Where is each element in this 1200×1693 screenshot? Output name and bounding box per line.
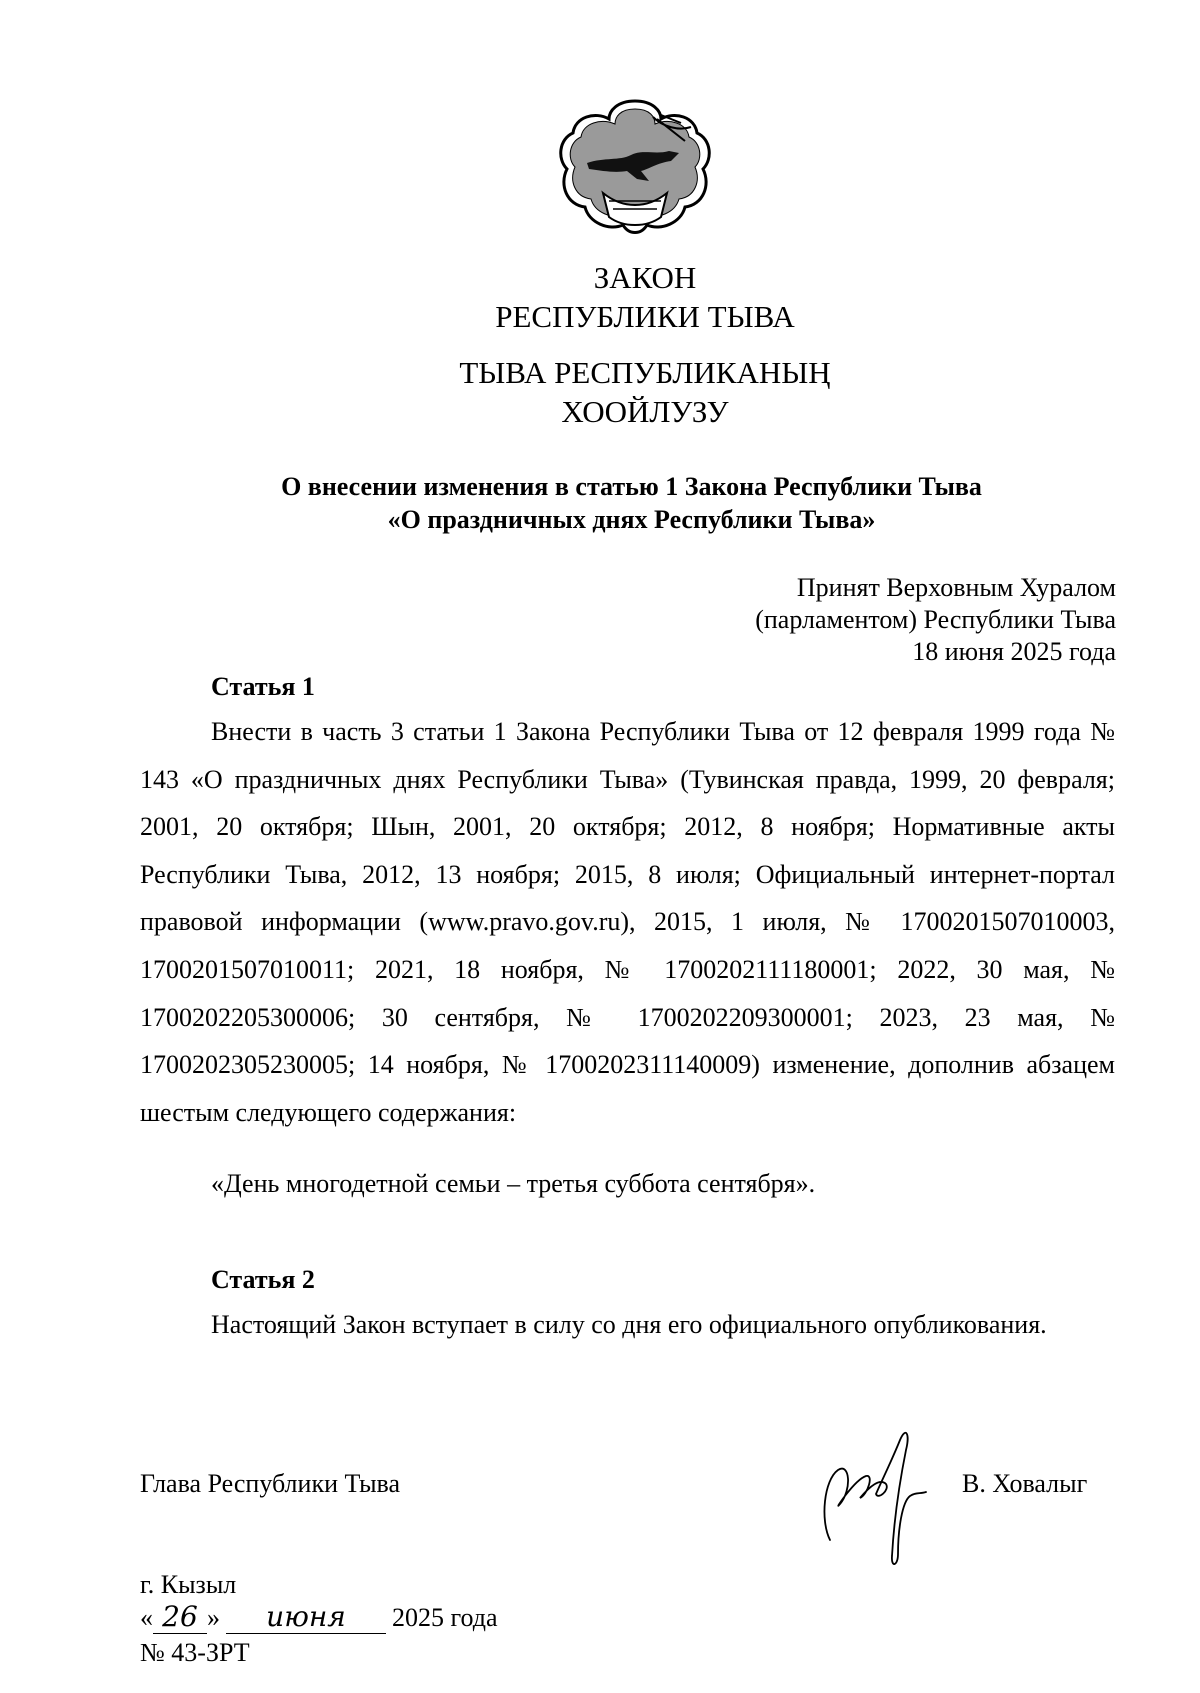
handwritten-day: 26	[153, 1601, 207, 1634]
article-1-heading: Статья 1	[211, 672, 315, 701]
law-title-tyv-line2: ХООЙЛУЗУ	[561, 394, 729, 429]
law-number: № 43-ЗРТ	[140, 1638, 250, 1667]
handwritten-month: июня	[226, 1601, 386, 1634]
law-title-ru-line2: РЕСПУБЛИКИ ТЫВА	[495, 299, 795, 334]
coat-of-arms-emblem	[557, 97, 713, 237]
article-2-text: Настоящий Закон вступает в силу со дня его официального опубликования.	[211, 1310, 1047, 1339]
article-1-text: Внести в часть 3 статьи 1 Закона Республики Тыва от 12 февраля 1999 года № 143 «О праздничных днях Республики Тыва» (Тувинская правда, 1999, 20 февраля; 2001, 20 октября; Шын, 2001, 20 октября; 2012, 8 ноября; Нормативные акты Республики Тыва, 2012, 13 ноября; 2015, 8 июля; Официальный интернет-портал правовой информации (www.pravo.gov.ru), 2015, 1 июля, № 1700201507010003, 1700201507010011; 2021, 18 ноября, № 1700202111180001; 2022, 30 мая, № 1700202205300006; 30 сентября, № 1700202209300001; 2023, 23 мая, № 1700202305230005; 14 ноября, № 1700202311140009) изменение, дополнив абзацем шестым следующего содержания:	[140, 717, 1115, 1127]
adoption-date: 18 июня 2025 года	[912, 637, 1116, 666]
signing-date	[140, 1601, 498, 1634]
law-title-russian	[0, 258, 1200, 336]
article-1-quote: «День многодетной семьи – третья суббота сентября».	[211, 1169, 816, 1198]
law-title-tyv-line1: ТЫВА РЕСПУБЛИКАНЫҢ	[459, 355, 831, 390]
signing-city: г. Кызыл	[140, 1570, 237, 1599]
adoption-note-line1: Принят Верховным Хуралом	[796, 573, 1116, 602]
adoption-note	[755, 572, 1116, 668]
law-subject	[0, 470, 1200, 536]
law-title-tuvan	[0, 353, 1200, 431]
adoption-note-line2: (парламентом) Республики Тыва	[755, 605, 1116, 634]
quote-open: «	[140, 1603, 153, 1632]
quote-close: »	[207, 1603, 220, 1632]
law-title-ru-line1: ЗАКОН	[593, 260, 697, 295]
law-subject-line2: «О праздничных днях Республики Тыва»	[387, 505, 876, 534]
signer-position: Глава Республики Тыва	[140, 1469, 401, 1498]
handwritten-signature	[810, 1420, 930, 1572]
article-2-heading: Статья 2	[211, 1265, 315, 1294]
signing-year: 2025 года	[392, 1603, 498, 1632]
law-subject-line1: О внесении изменения в статью 1 Закона Республики Тыва	[281, 472, 982, 501]
signer-name: В. Ховалыг	[962, 1469, 1088, 1498]
